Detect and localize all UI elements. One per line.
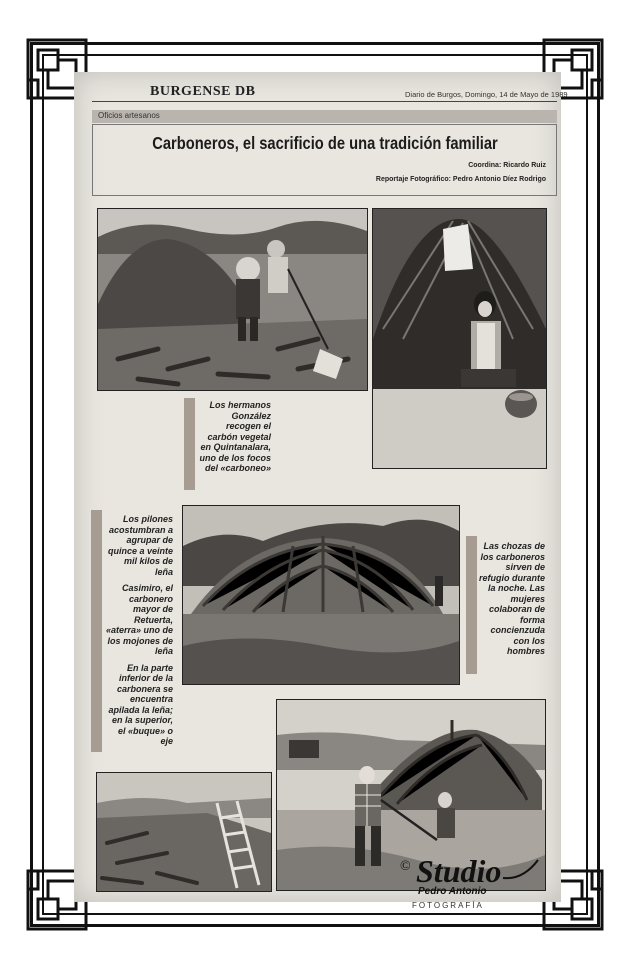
caption-pilones: Los pilones acostumbran a agrupar de quince a veinte mil kilos de leña	[107, 514, 173, 577]
photo-ladder-on-pile	[96, 772, 272, 892]
watermark-logo-sub: Pedro Antonio	[418, 886, 487, 897]
caption-left-column	[104, 514, 173, 753]
studio-watermark-logo	[398, 848, 543, 898]
watermark-label: FOTOGRAFÍA	[412, 901, 484, 910]
caption-hermanos	[196, 400, 271, 480]
caption-chozas	[478, 541, 545, 663]
credit-coordina: Coordina: Ricardo Ruiz	[468, 162, 546, 169]
caption-bar-left	[91, 510, 102, 752]
photo-charcoal-pile	[182, 505, 460, 685]
masthead: BURGENSE DB	[150, 84, 256, 99]
caption-carbonera: En la parte inferior de la carbonera se encuentra apilada la leña; en la superior, el «buque» o eje	[108, 662, 173, 746]
photo-brothers-raking-charcoal	[97, 208, 368, 391]
photo-woman-in-hut	[372, 208, 547, 469]
caption-chozas-text: Las chozas de los carboneros sirven de refugio durante la noche. Las mujeres colaboran de forma concienzuda con los hombres	[478, 541, 545, 656]
headline: Carboneros, el sacrificio de una tradición familiar	[152, 133, 498, 153]
watermark-logo-text: Studio	[416, 853, 502, 889]
section-label: Oficios artesanos	[98, 111, 160, 120]
watermark-copyright: ©	[400, 859, 411, 874]
caption-bar-chozas	[466, 536, 477, 674]
caption-hermanos-text: Los hermanos González recogen el carbón vegetal en Quintanalara, uno de los focos del «carboneo»	[199, 400, 271, 473]
credit-reportaje: Reportaje Fotográfico: Pedro Antonio Díez Rodrigo	[375, 176, 546, 183]
caption-bar-hermanos	[184, 398, 195, 490]
masthead-rule	[92, 101, 557, 102]
caption-casimiro: Casimiro, el carbonero mayor de Retuerta, «aterra» uno de los mojones de leña	[105, 583, 173, 656]
section-bar	[92, 110, 557, 123]
dateline: Diario de Burgos, Domingo, 14 de Mayo de 1989	[405, 90, 568, 99]
